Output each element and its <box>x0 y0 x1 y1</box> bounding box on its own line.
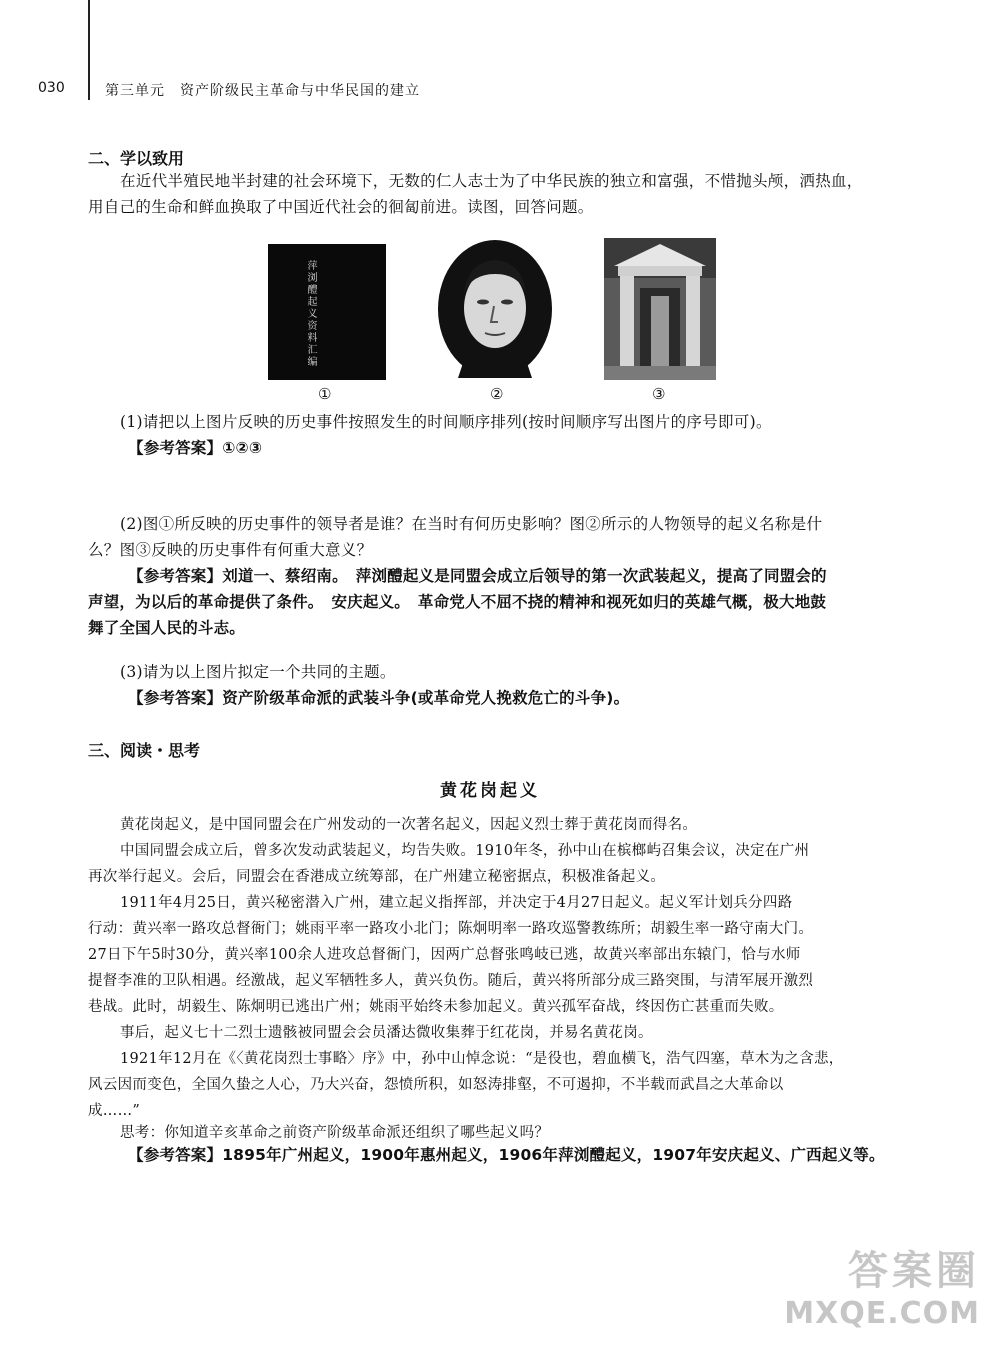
intro-line-2: 用自己的生命和鲜血换取了中国近代社会的徊匐前进。读图，回答问题。 <box>88 198 594 216</box>
watermark-line-1: 答案圈 <box>848 1248 980 1294</box>
book-cover-image <box>268 244 386 380</box>
book-cover-title: 萍浏醴起义资料汇编 <box>305 260 316 368</box>
monument-image <box>604 238 716 380</box>
intro-line-1: 在近代半殖民地半封建的社会环境下，无数的仁人志士为了中华民族的独立和富强，不惜抛头颅，洒热血， <box>120 172 863 190</box>
section-heading-reading: 三、阅读・思考 <box>88 741 201 760</box>
reading-line: 巷战。此时，胡毅生、陈炯明已逃出广州；姚雨平始终未参加起义。黄兴孤军奋战，终因伤亡甚重而失败。 <box>88 999 784 1015</box>
reading-title: 黄花岗起义 <box>440 781 540 801</box>
header-divider <box>88 0 90 100</box>
question-2-line-1: (2)图①所反映的历史事件的领导者是谁？在当时有何历史影响？图②所示的人物领导的起义名称是什 <box>120 515 823 533</box>
image-caption-1: ① <box>318 385 332 403</box>
reading-line: 黄花岗起义，是中国同盟会在广州发动的一次著名起义，因起义烈士葬于黄花岗而得名。 <box>120 817 698 833</box>
reading-line: 1921年12月在《〈黄花岗烈士事略〉序》中，孙中山悼念说：“是役也，碧血横飞，浩气四塞，草木为之含悲， <box>120 1051 844 1067</box>
think-question: 思考：你知道辛亥革命之前资产阶级革命派还组织了哪些起义吗？ <box>120 1125 550 1141</box>
reading-line: 事后，起义七十二烈士遗骸被同盟会会员潘达微收集葬于红花岗，并易名黄花岗。 <box>120 1025 653 1041</box>
reading-line: 提督李准的卫队相遇。经激战，起义军牺牲多人，黄兴负伤。随后，黄兴将所部分成三路突围，与清军展开激烈 <box>88 973 814 989</box>
reading-line: 27日下午5时30分，黄兴率100余人进攻总督衙门，因两广总督张鸣岐已逃，故黄兴率部出东辕门，恰与水师 <box>88 947 801 963</box>
portrait-image <box>436 238 554 380</box>
question-1: (1)请把以上图片反映的历史事件按照发生的时间顺序排列(按时间顺序写出图片的序号即可)。 <box>120 413 772 431</box>
reading-line: 成……” <box>88 1103 141 1119</box>
page-header-title: 第三单元 资产阶级民主革命与中华民国的建立 <box>105 83 420 99</box>
reading-answer: 【参考答案】1895年广州起义，1900年惠州起义，1906年萍浏醴起义，1907年安庆起义、广西起义等。 <box>128 1146 885 1164</box>
watermark-line-2: MXQE.COM <box>784 1296 980 1331</box>
answer-3: 【参考答案】资产阶级革命派的武装斗争(或革命党人挽救危亡的斗争)。 <box>128 689 630 707</box>
reading-line: 行动：黄兴率一路攻总督衙门；姚雨平率一路攻小北门；陈炯明率一路攻巡警教练所；胡毅生率一路守南大门。 <box>88 921 814 937</box>
image-caption-3: ③ <box>652 385 666 403</box>
answer-2-line-1: 【参考答案】刘道一、蔡绍南。 萍浏醴起义是同盟会成立后领导的第一次武装起义，提高了同盟会的 <box>128 567 827 585</box>
image-caption-2: ② <box>490 385 504 403</box>
answer-2-line-2: 声望，为以后的革命提供了条件。 安庆起义。 革命党人不屈不挠的精神和视死如归的英雄气概，极大地鼓 <box>88 593 827 611</box>
answer-1: 【参考答案】①②③ <box>128 439 263 457</box>
question-2-line-2: 么？图③反映的历史事件有何重大意义？ <box>88 541 373 559</box>
reading-line: 风云因而变色，全国久蛰之人心，乃大兴奋，怨愤所积，如怒涛排壑，不可遏抑，不半载而武昌之大革命以 <box>88 1077 784 1093</box>
section-heading-apply: 二、学以致用 <box>88 149 185 168</box>
watermark-logo <box>784 1239 980 1331</box>
reading-line: 中国同盟会成立后，曾多次发动武装起义，均告失败。1910年冬，孙中山在槟榔屿召集会议，决定在广州 <box>120 843 810 859</box>
answer-2-line-3: 舞了全国人民的斗志。 <box>88 619 246 637</box>
reading-line: 再次举行起义。会后，同盟会在香港成立统筹部，在广州建立秘密据点，积极准备起义。 <box>88 869 666 885</box>
page-number: 030 <box>38 80 65 96</box>
reading-line: 1911年4月25日，黄兴秘密潜入广州，建立起义指挥部，并决定于4月27日起义。起义军计划兵分四路 <box>120 895 793 911</box>
question-3: (3)请为以上图片拟定一个共同的主题。 <box>120 663 396 681</box>
